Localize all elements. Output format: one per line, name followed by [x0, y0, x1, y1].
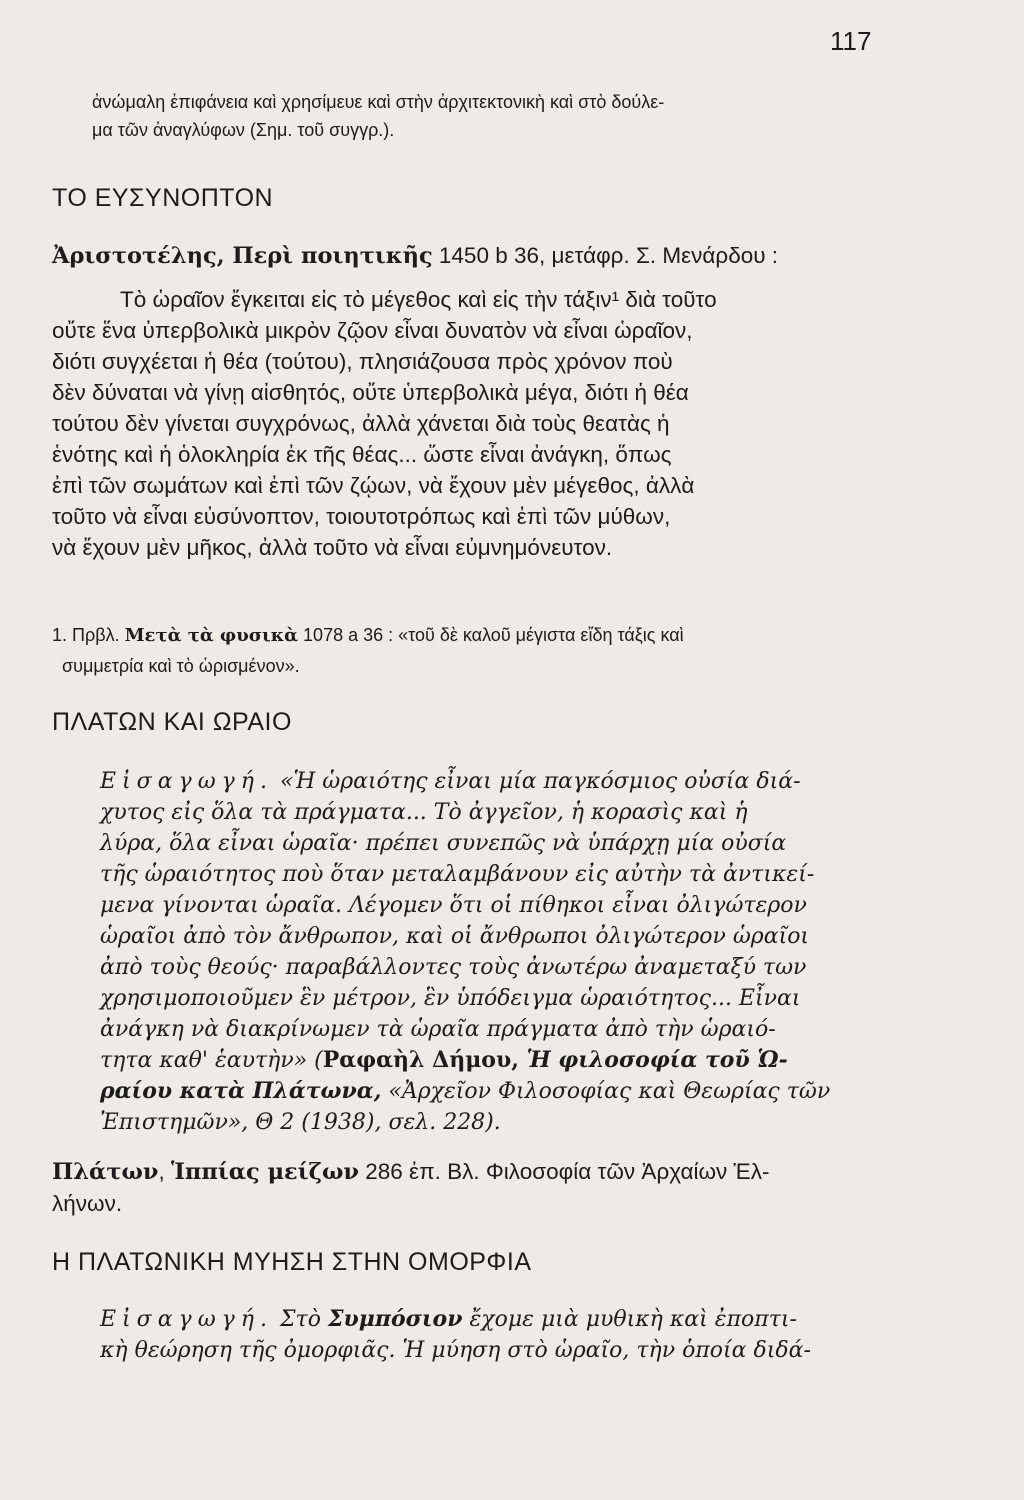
top-note-line: μα τῶν ἀναγλύφων (Σημ. τοῦ συγγρ.).	[92, 120, 395, 140]
section-heading-platonic-initiation: Η ΠΛΑΤΩΝΙΚΗ ΜΥΗΣΗ ΣΤΗΝ ΟΜΟΡΦΙΑ	[52, 1248, 532, 1276]
page-number: 117	[830, 26, 872, 56]
intro-line: «Ἡ ὡραιότης εἶναι μία παγκόσμιος οὐσία διά-	[279, 769, 801, 794]
intro-line: ἔχομε μιὰ μυθικὴ καὶ ἐποπτι-	[462, 1307, 797, 1332]
quote-line: τούτου δὲν γίνεται συγχρόνως, ἀλλὰ χάνεται διὰ τοὺς θεατὰς ἡ	[52, 411, 670, 436]
footnote-prefix: 1. Πρβλ.	[52, 625, 125, 645]
intro-label: Εἰσαγωγή.	[100, 1307, 273, 1332]
ref-detail: 286 ἐπ. Βλ. Φιλοσοφία τῶν Ἀρχαίων Ἑλ-	[359, 1159, 770, 1184]
ref-author-work: Ἀριστοτέλης, Περὶ ποιητικῆς	[52, 243, 433, 269]
intro-label: Εἰσαγωγή.	[100, 769, 273, 794]
ref-detail: λήνων.	[52, 1191, 123, 1216]
citation-detail: «Ἀρχεῖον Φιλοσοφίας καὶ Θεωρίας τῶν	[381, 1079, 831, 1104]
quote-line: ἐπὶ τῶν σωμάτων καὶ ἐπὶ τῶν ζῴων, νὰ ἔχουν μὲν μέγεθος, ἀλλὰ	[52, 473, 695, 498]
citation-title: ραίου κατὰ Πλάτωνα,	[100, 1078, 382, 1104]
intro-line: χρησιμοποιοῦμεν ἓν μέτρον, ἓν ὑπόδειγμα ὡραιότητος... Εἶναι	[100, 986, 801, 1011]
footnote-line: συμμετρία καὶ τὸ ὡρισμένον».	[62, 656, 300, 676]
plato-reference	[52, 1156, 888, 1219]
intro-line: τῆς ὡραιότητος ποὺ ὅταν μεταλαμβάνουν εἰς αὐτὴν τὰ ἀντικεί-	[100, 862, 815, 887]
citation-title: Ἡ φιλοσοφία τοῦ Ὡ-	[526, 1047, 788, 1073]
footnote-detail: 1078 a 36 : «τοῦ δὲ καλοῦ μέγιστα εἴδη τάξις καὶ	[298, 625, 684, 645]
citation-detail: Ἐπιστημῶν», Θ 2 (1938), σελ. 228).	[100, 1110, 501, 1135]
intro-line: Στὸ	[272, 1307, 328, 1332]
aristotle-reference	[52, 240, 892, 272]
quote-line: νὰ ἔχουν μὲν μῆκος, ἀλλὰ τοῦτο νὰ εἶναι εὐμνημόνευτον.	[52, 535, 613, 560]
symposium-title: Συμπόσιον	[327, 1306, 463, 1332]
section-heading-plato-beauty: ΠΛΑΤΩΝ ΚΑΙ ΩΡΑΙΟ	[52, 708, 292, 736]
intro-line: τητα καθ' ἑαυτὴν» (	[100, 1048, 323, 1073]
aristotle-quote	[52, 284, 888, 563]
intro-line: χυτος εἰς ὅλα τὰ πράγματα... Τὸ ἀγγεῖον, ἡ κορασὶς καὶ ἡ	[100, 800, 748, 825]
citation-author: Ραφαὴλ Δήμου,	[322, 1047, 527, 1073]
intro-line: ὡραῖοι ἀπὸ τὸν ἄνθρωπον, καὶ οἱ ἄνθρωποι ὀλιγώτερον ὡραῖοι	[100, 924, 810, 949]
quote-line: οὔτε ἕνα ὑπερβολικὰ μικρὸν ζῷον εἶναι δυνατὸν νὰ εἶναι ὡραῖον,	[52, 318, 693, 343]
top-note	[92, 88, 884, 144]
ref-work: Ἱππίας μείζων	[171, 1159, 359, 1185]
quote-line: Τὸ ὡραῖον ἔγκειται εἰς τὸ μέγεθος καὶ εἰς τὴν τάξιν¹ διὰ τοῦτο	[120, 287, 717, 312]
footnote-1	[52, 620, 888, 681]
quote-line: διότι συγχέεται ἡ θέα (τούτου), πλησιάζουσα πρὸς χρόνον ποὺ	[52, 349, 673, 374]
ref-separator: ,	[158, 1159, 172, 1184]
intro-line: ἀνάγκη νὰ διακρίνωμεν τὰ ὡραῖα πράγματα ἀπὸ τὴν ὡραιό-	[100, 1017, 776, 1042]
ref-detail: 1450 b 36, μετάφρ. Σ. Μενάρδου :	[432, 243, 779, 268]
intro-line: ἀπὸ τοὺς θεούς· παραβάλλοντες τοὺς ἀνωτέρω ἀναμεταξύ των	[100, 955, 807, 980]
intro-line: μενα γίνονται ὡραῖα. Λέγομεν ὅτι οἱ πίθηκοι εἶναι ὀλιγώτερον	[100, 893, 807, 918]
intro-line: λύρα, ὅλα εἶναι ὡραῖα· πρέπει συνεπῶς νὰ ὑπάρχῃ μία οὐσία	[100, 831, 787, 856]
initiation-intro	[100, 1304, 882, 1366]
section-heading-eusynopton: ΤΟ ΕΥΣΥΝΟΠΤΟΝ	[52, 184, 274, 212]
quote-line: δὲν δύναται νὰ γίνῃ αἰσθητός, οὔτε ὑπερβολικὰ μέγα, διότι ἡ θέα	[52, 380, 689, 405]
ref-author: Πλάτων	[52, 1159, 159, 1185]
quote-line: ἑνότης καὶ ἡ ὁλοκληρία ἐκ τῆς θέας... ὥστε εἶναι ἀνάγκη, ὅπως	[52, 442, 672, 467]
top-note-line: ἀνώμαλη ἐπιφάνεια καὶ χρησίμευε καὶ στὴν ἀρχιτεκτονικὴ καὶ στὸ δούλε-	[92, 92, 665, 112]
plato-intro	[100, 766, 882, 1138]
quote-line: τοῦτο νὰ εἶναι εὐσύνοπτον, τοιουτοτρόπως καὶ ἐπὶ τῶν μύθων,	[52, 504, 671, 529]
intro-line: κὴ θεώρηση τῆς ὀμορφιᾶς. Ἡ μύηση στὸ ὡραῖο, τὴν ὁποία διδά-	[100, 1338, 811, 1363]
footnote-work: Μετὰ τὰ φυσικὰ	[124, 625, 299, 646]
